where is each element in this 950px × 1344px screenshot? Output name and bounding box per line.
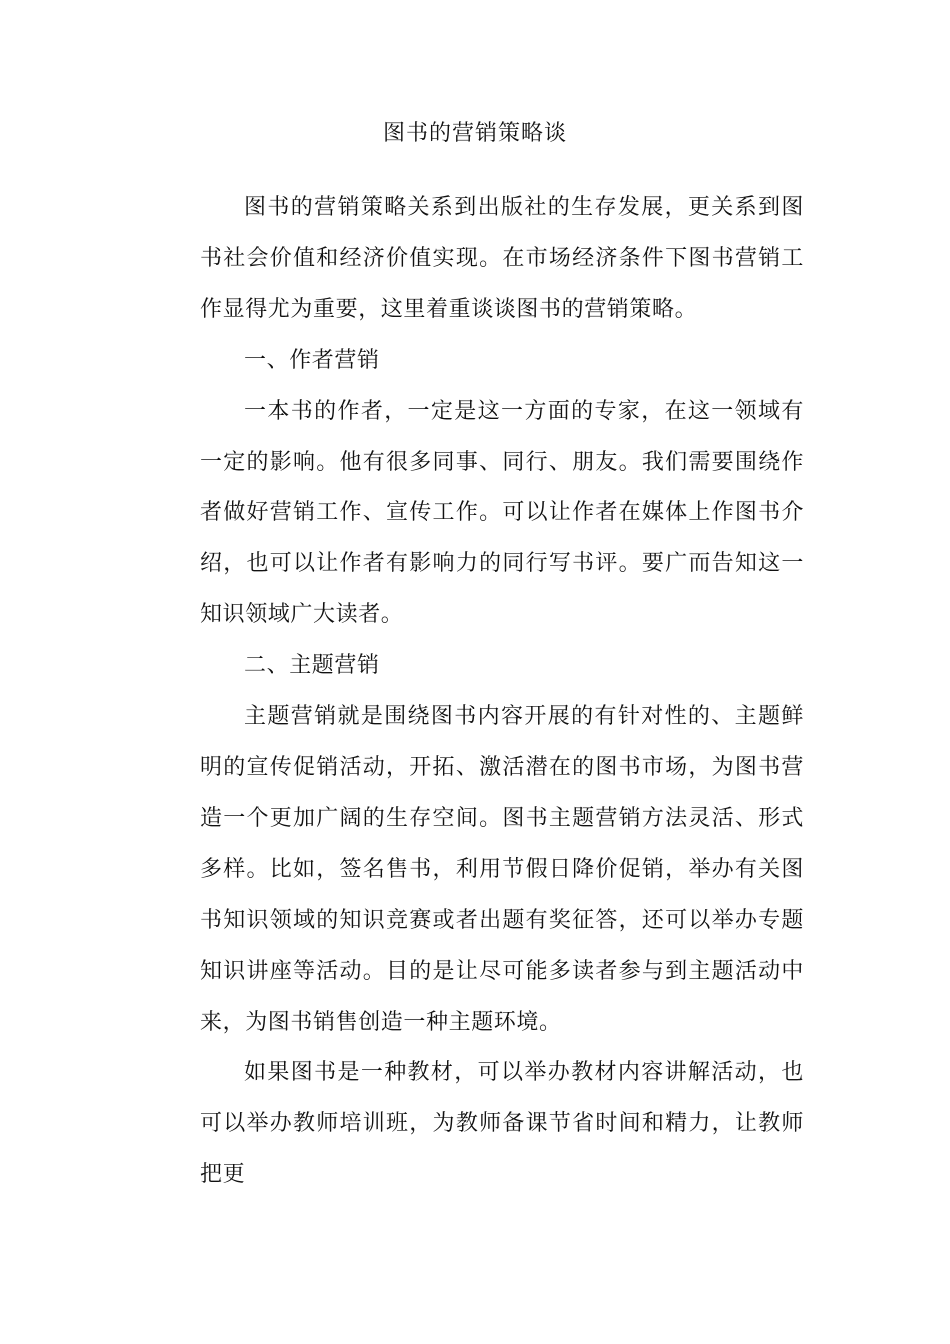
document-title: 图书的营销策略谈	[382, 121, 567, 146]
section-heading-theme-marketing: 二、主题营销	[244, 653, 380, 679]
paragraph-theme-marketing: 主题营销就是围绕图书内容开展的有针对性的、主题鲜明的宣传促销活动，开拓、激活潜在的图书市场，为图书营造一个更加广阔的生存空间。图书主题营销方法灵活、形式多样。比如，签名售书，利用节假日降价促销，举办有关图书知识领域的知识竞赛或者出题有奖征答，还可以举办专题知识讲座等活动。目的是让尽可能多读者参与到主题活动中来，为图书销售创造一种主题环境。	[200, 704, 804, 1035]
paragraph-textbook: 如果图书是一种教材，可以举办教材内容讲解活动，也可以举办教师培训班，为教师备课节省时间和精力，让教师把更	[200, 1060, 804, 1188]
section-heading-author-marketing: 一、作者营销	[244, 347, 380, 373]
document-body	[200, 183, 804, 1201]
paragraph-intro: 图书的营销策略关系到出版社的生存发展，更关系到图书社会价值和经济价值实现。在市场经济条件下图书营销工作显得尤为重要，这里着重谈谈图书的营销策略。	[200, 195, 804, 322]
paragraph-author-marketing: 一本书的作者，一定是这一方面的专家，在这一领域有一定的影响。他有很多同事、同行、朋友。我们需要围绕作者做好营销工作、宣传工作。可以让作者在媒体上作图书介绍，也可以让作者有影响力的同行写书评。要广而告知这一知识领域广大读者。	[200, 398, 804, 628]
